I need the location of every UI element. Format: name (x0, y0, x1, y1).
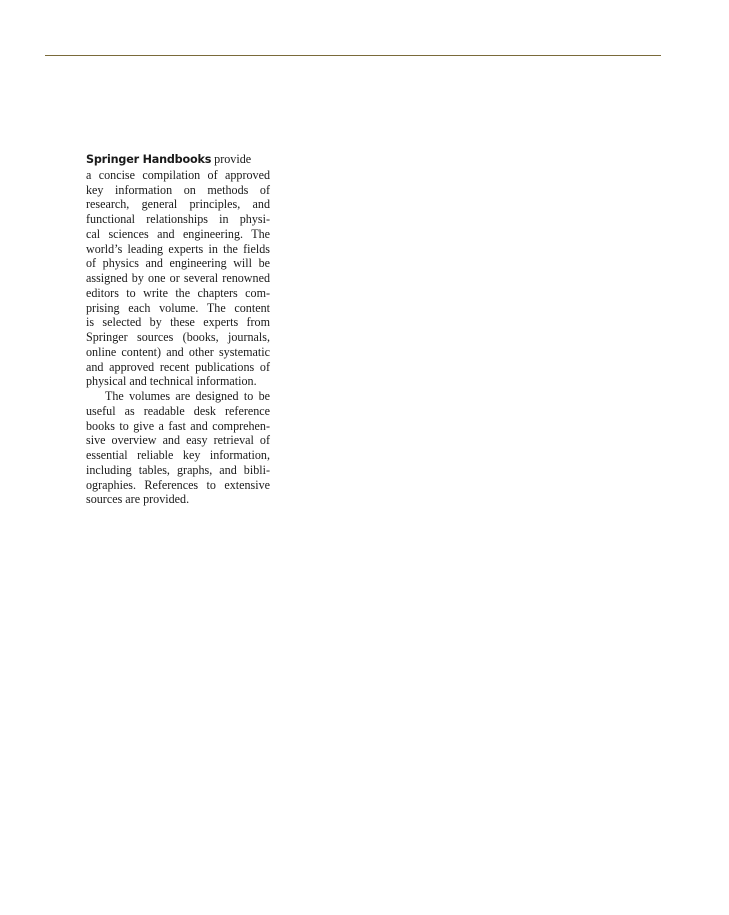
paragraph-1-line: and approved recent publications of (86, 359, 270, 374)
header-rule (45, 55, 661, 56)
paragraph-1-line: Springer sources (books, journals, (86, 330, 270, 344)
paragraph-1-line: prising each volume. The content (86, 300, 270, 315)
blurb-text (86, 152, 270, 507)
paragraph-1-line: research, general principles, and (86, 197, 270, 212)
paragraph-1-line: physical and technical information. (86, 374, 257, 389)
paragraph-1-line: Springer Handbooks provide (86, 152, 252, 166)
paragraph-2-line: essential reliable key information, (86, 448, 270, 462)
paragraph-1-line: key information on methods of (86, 182, 270, 197)
paragraph-1-line: a concise compilation of approved (86, 167, 270, 182)
paragraph-1-line: editors to write the chapters com- (86, 285, 270, 300)
paragraph-2-line: sources are provided. (86, 492, 190, 507)
paragraph-1-line: world’s leading experts in the fields (86, 241, 270, 256)
paragraph-1-line: is selected by these experts from (86, 315, 270, 330)
paragraph-1-line: online content) and other systematic (86, 344, 270, 359)
paragraph-1-line: cal sciences and engineering. The (86, 226, 270, 241)
paragraph-1-line: functional relationships in physi- (86, 212, 270, 226)
paragraph-2-line: books to give a fast and comprehen- (86, 418, 270, 433)
paragraph-2-line: including tables, graphs, and bibli- (86, 462, 270, 477)
springer-handbooks-lead: Springer Handbooks (86, 153, 212, 166)
paragraph-2-line: The volumes are designed to be (105, 389, 270, 403)
paragraph-2-line: useful as readable desk reference (86, 403, 270, 418)
paragraph-1-line: assigned by one or several renowned (86, 271, 270, 285)
paragraph-2-line: sive overview and easy retrieval of (86, 433, 270, 448)
paragraph-1-line: of physics and engineering will be (86, 256, 270, 271)
paragraph-2-line: ographies. References to extensive (86, 477, 270, 492)
